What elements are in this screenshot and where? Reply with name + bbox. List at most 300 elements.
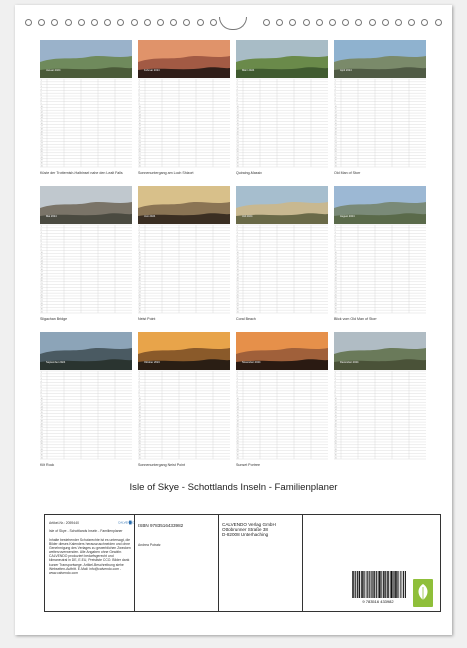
svg-text:19: 19 [40, 131, 43, 134]
svg-text:3: 3 [138, 377, 140, 380]
barcode [348, 570, 408, 604]
svg-text:6: 6 [40, 94, 42, 97]
svg-text:15: 15 [40, 265, 43, 268]
svg-text:29: 29 [138, 451, 141, 454]
photo-caption: Küste der Trotternish-Halbinsel nahe den Lealt Falls [40, 171, 123, 175]
svg-text:21: 21 [138, 429, 141, 432]
svg-text:11: 11 [236, 254, 239, 257]
svg-text:13: 13 [236, 406, 239, 409]
svg-text:28: 28 [334, 302, 337, 305]
svg-text:6: 6 [334, 240, 336, 243]
binding-ring [131, 19, 138, 26]
svg-text:21: 21 [138, 283, 141, 286]
binding-ring [421, 19, 428, 26]
photo-caption: Kilt Rock [40, 463, 55, 467]
svg-text:11: 11 [334, 108, 337, 111]
svg-text:12: 12 [138, 257, 141, 260]
landscape-image [138, 332, 230, 370]
svg-text:18: 18 [40, 128, 43, 131]
svg-text:18: 18 [138, 274, 141, 277]
photo-caption: Sonnenuntergang am Loch Shizort [138, 171, 194, 175]
svg-text:25: 25 [236, 440, 239, 443]
svg-text:26: 26 [334, 443, 337, 446]
svg-text:25: 25 [40, 440, 43, 443]
svg-text:30: 30 [334, 454, 337, 457]
month-photo [138, 186, 230, 224]
svg-text:11: 11 [40, 254, 43, 257]
svg-text:30: 30 [236, 454, 239, 457]
svg-text:16: 16 [138, 414, 141, 417]
svg-text:26: 26 [138, 151, 141, 154]
svg-text:14: 14 [334, 117, 337, 120]
svg-text:2: 2 [40, 229, 42, 232]
svg-text:5: 5 [236, 383, 238, 386]
svg-text:11: 11 [138, 108, 141, 111]
svg-text:17: 17 [236, 125, 239, 128]
svg-text:21: 21 [334, 429, 337, 432]
month-photo [40, 186, 132, 224]
svg-text:10: 10 [138, 105, 141, 108]
svg-text:19: 19 [138, 423, 141, 426]
svg-text:13: 13 [334, 260, 337, 263]
svg-text:27: 27 [138, 300, 141, 303]
svg-text:17: 17 [236, 271, 239, 274]
svg-text:1: 1 [334, 372, 336, 375]
svg-text:1: 1 [334, 80, 336, 83]
svg-text:13: 13 [138, 406, 141, 409]
svg-text:10: 10 [334, 397, 337, 400]
svg-text:5: 5 [236, 237, 238, 240]
svg-text:24: 24 [138, 291, 141, 294]
binding-ring [210, 19, 217, 26]
svg-text:23: 23 [138, 288, 141, 291]
svg-text:27: 27 [138, 154, 141, 157]
svg-text:23: 23 [334, 434, 337, 437]
svg-text:10: 10 [40, 397, 43, 400]
svg-text:9: 9 [334, 248, 336, 251]
svg-text:2: 2 [334, 83, 336, 86]
svg-text:8: 8 [40, 246, 42, 249]
svg-text:18: 18 [334, 128, 337, 131]
svg-text:12: 12 [334, 111, 337, 114]
svg-text:14: 14 [138, 117, 141, 120]
svg-text:18: 18 [138, 128, 141, 131]
svg-text:24: 24 [138, 437, 141, 440]
binding-ring [25, 19, 32, 26]
svg-text:12: 12 [236, 111, 239, 114]
svg-text:15: 15 [40, 119, 43, 122]
binding-ring [38, 19, 45, 26]
svg-text:7: 7 [334, 97, 336, 100]
svg-text:4: 4 [236, 234, 238, 237]
svg-text:8: 8 [40, 100, 42, 103]
svg-text:16: 16 [236, 122, 239, 125]
month-photo [334, 332, 426, 370]
svg-text:19: 19 [40, 277, 43, 280]
svg-text:4: 4 [138, 380, 140, 383]
svg-text:21: 21 [40, 283, 43, 286]
month-label: November 2024 [242, 361, 261, 364]
svg-text:8: 8 [236, 392, 238, 395]
svg-text:22: 22 [138, 285, 141, 288]
svg-text:11: 11 [236, 108, 239, 111]
month-label: Juli 2024 [242, 215, 253, 218]
planner-grid [334, 225, 426, 313]
svg-text:26: 26 [40, 443, 43, 446]
product-title: Isle of Skye - Schottlands Inseln - Familienplaner [49, 529, 123, 533]
publisher-city: D-82008 Unterhaching [222, 532, 269, 537]
photo-caption: Neist Point [138, 317, 156, 321]
svg-text:7: 7 [334, 243, 336, 246]
svg-text:24: 24 [236, 437, 239, 440]
svg-text:8: 8 [334, 392, 336, 395]
svg-text:6: 6 [236, 386, 238, 389]
svg-text:16: 16 [40, 414, 43, 417]
svg-text:10: 10 [334, 251, 337, 254]
svg-text:9: 9 [40, 102, 42, 105]
svg-text:1: 1 [334, 226, 336, 229]
svg-text:26: 26 [236, 151, 239, 154]
svg-text:31: 31 [334, 311, 337, 314]
svg-text:12: 12 [138, 111, 141, 114]
svg-text:6: 6 [334, 386, 336, 389]
svg-text:19: 19 [334, 131, 337, 134]
svg-text:24: 24 [40, 145, 43, 148]
svg-text:31: 31 [40, 311, 43, 314]
svg-text:20: 20 [40, 426, 43, 429]
svg-text:8: 8 [40, 392, 42, 395]
svg-text:30: 30 [138, 308, 141, 311]
svg-text:6: 6 [138, 386, 140, 389]
svg-text:4: 4 [334, 380, 336, 383]
svg-text:5: 5 [138, 383, 140, 386]
svg-text:18: 18 [138, 420, 141, 423]
svg-text:4: 4 [138, 234, 140, 237]
svg-text:21: 21 [40, 137, 43, 140]
svg-text:21: 21 [236, 283, 239, 286]
binding-ring [91, 19, 98, 26]
svg-text:28: 28 [40, 156, 43, 159]
binding-ring [289, 19, 296, 26]
publisher-name: CALVENDO Verlag GmbH [222, 522, 276, 527]
planner-grid [236, 79, 328, 167]
svg-text:2: 2 [138, 375, 140, 378]
svg-text:23: 23 [40, 434, 43, 437]
svg-text:10: 10 [40, 251, 43, 254]
svg-text:25: 25 [138, 440, 141, 443]
svg-text:8: 8 [138, 246, 140, 249]
svg-text:2: 2 [138, 83, 140, 86]
svg-text:2: 2 [40, 375, 42, 378]
svg-text:20: 20 [138, 426, 141, 429]
svg-text:7: 7 [236, 389, 238, 392]
isbn: ISBN 9783516433982 [138, 523, 184, 528]
svg-text:16: 16 [334, 122, 337, 125]
svg-text:12: 12 [40, 111, 43, 114]
info-divider [302, 515, 303, 611]
landscape-image [40, 332, 132, 370]
binding-ring [355, 19, 362, 26]
svg-text:7: 7 [236, 97, 238, 100]
svg-text:24: 24 [334, 145, 337, 148]
svg-text:31: 31 [138, 457, 141, 460]
svg-text:22: 22 [40, 285, 43, 288]
svg-text:16: 16 [334, 268, 337, 271]
svg-text:29: 29 [236, 305, 239, 308]
svg-text:17: 17 [334, 417, 337, 420]
svg-text:25: 25 [334, 294, 337, 297]
svg-text:4: 4 [236, 88, 238, 91]
svg-text:31: 31 [236, 311, 239, 314]
svg-text:19: 19 [138, 277, 141, 280]
planner-grid [40, 225, 132, 313]
svg-text:19: 19 [236, 423, 239, 426]
svg-text:25: 25 [40, 148, 43, 151]
svg-text:22: 22 [236, 139, 239, 142]
svg-text:22: 22 [236, 285, 239, 288]
svg-text:26: 26 [40, 151, 43, 154]
binding-ring [329, 19, 336, 26]
svg-text:22: 22 [334, 285, 337, 288]
svg-text:14: 14 [334, 409, 337, 412]
svg-text:29: 29 [236, 451, 239, 454]
svg-text:3: 3 [138, 85, 140, 88]
svg-text:13: 13 [40, 260, 43, 263]
svg-text:30: 30 [236, 308, 239, 311]
svg-text:27: 27 [138, 446, 141, 449]
svg-text:16: 16 [138, 122, 141, 125]
svg-text:17: 17 [40, 125, 43, 128]
svg-text:18: 18 [236, 128, 239, 131]
svg-text:11: 11 [138, 254, 141, 257]
month-photo [40, 332, 132, 370]
svg-text:13: 13 [334, 114, 337, 117]
svg-text:12: 12 [40, 257, 43, 260]
planner-grid [138, 79, 230, 167]
svg-text:6: 6 [236, 94, 238, 97]
binding-ring [117, 19, 124, 26]
svg-text:5: 5 [334, 91, 336, 94]
svg-text:17: 17 [334, 271, 337, 274]
svg-text:14: 14 [138, 409, 141, 412]
svg-text:30: 30 [40, 162, 43, 165]
svg-text:31: 31 [334, 457, 337, 460]
month-photo [334, 40, 426, 78]
svg-text:16: 16 [236, 414, 239, 417]
binding-ring [170, 19, 177, 26]
photo-caption: Sonnenuntergang Neist Point [138, 463, 185, 467]
month-label: Mai 2024 [46, 215, 57, 218]
svg-text:2: 2 [334, 229, 336, 232]
svg-text:27: 27 [236, 154, 239, 157]
svg-text:26: 26 [334, 151, 337, 154]
svg-text:3: 3 [40, 85, 42, 88]
svg-text:1: 1 [138, 372, 140, 375]
svg-text:23: 23 [334, 142, 337, 145]
binding-ring [104, 19, 111, 26]
svg-text:19: 19 [40, 423, 43, 426]
landscape-image [138, 40, 230, 78]
svg-text:31: 31 [138, 311, 141, 314]
binding-ring [395, 19, 402, 26]
svg-text:7: 7 [40, 243, 42, 246]
binding-ring [144, 19, 151, 26]
planner-grid [138, 371, 230, 459]
svg-text:6: 6 [40, 386, 42, 389]
svg-text:17: 17 [138, 417, 141, 420]
svg-text:26: 26 [138, 297, 141, 300]
month-label: Juni 2024 [144, 215, 156, 218]
svg-text:27: 27 [40, 154, 43, 157]
svg-text:8: 8 [334, 246, 336, 249]
svg-text:11: 11 [334, 400, 337, 403]
month-photo [138, 40, 230, 78]
svg-text:9: 9 [334, 102, 336, 105]
svg-text:18: 18 [334, 420, 337, 423]
svg-text:18: 18 [334, 274, 337, 277]
binding-ring [65, 19, 72, 26]
svg-text:19: 19 [138, 131, 141, 134]
planner-grid [236, 371, 328, 459]
svg-text:17: 17 [40, 271, 43, 274]
svg-text:14: 14 [138, 263, 141, 266]
svg-text:1: 1 [236, 226, 238, 229]
month-label: September 2024 [46, 361, 66, 364]
svg-text:19: 19 [334, 423, 337, 426]
binding-ring [263, 19, 270, 26]
binding-ring [303, 19, 310, 26]
month-label: April 2024 [340, 69, 352, 72]
svg-text:26: 26 [40, 297, 43, 300]
svg-text:3: 3 [138, 231, 140, 234]
product-info-box [44, 514, 441, 612]
author: Andrea Potratz [138, 543, 161, 547]
svg-text:15: 15 [236, 411, 239, 414]
svg-text:4: 4 [40, 380, 42, 383]
month-photo [334, 186, 426, 224]
svg-text:4: 4 [40, 234, 42, 237]
svg-text:27: 27 [236, 446, 239, 449]
svg-text:31: 31 [138, 165, 141, 168]
svg-text:7: 7 [334, 389, 336, 392]
svg-text:23: 23 [334, 288, 337, 291]
svg-text:23: 23 [236, 434, 239, 437]
svg-text:24: 24 [334, 291, 337, 294]
legal-disclaimer: Inhalte bestehender Schutzrechte ist es untersagt, die Bilder dieses Kalenders herauszuschneiden und ohne Genehmigung des Verlages zu gewerblichen Zwecken weiterzuverwenden. Alle Angaben ohne Gewähr. CALVENDO produziert bedarfsgerecht und klimaneutral in DE, E.EU, Preisliste CCO. Bilder dank kurzer Transportwege. Artikel-Beschreibung siehe Webseiten-Auftritt. E-Mail: info@calvendo.com - www.calvendo.com [49, 538, 131, 575]
planner-grid [40, 79, 132, 167]
svg-text:6: 6 [334, 94, 336, 97]
svg-text:8: 8 [236, 100, 238, 103]
svg-text:25: 25 [334, 148, 337, 151]
svg-text:3: 3 [40, 377, 42, 380]
svg-text:21: 21 [236, 429, 239, 432]
svg-text:21: 21 [138, 137, 141, 140]
svg-text:8: 8 [236, 246, 238, 249]
binding-ring [382, 19, 389, 26]
svg-text:7: 7 [138, 97, 140, 100]
svg-text:15: 15 [40, 411, 43, 414]
binding-ring [316, 19, 323, 26]
month-label: Oktober 2024 [144, 361, 160, 364]
svg-text:9: 9 [236, 102, 238, 105]
photo-caption: Sunset Portree [236, 463, 260, 467]
landscape-image [236, 332, 328, 370]
svg-text:27: 27 [334, 154, 337, 157]
svg-text:4: 4 [334, 234, 336, 237]
svg-text:22: 22 [236, 431, 239, 434]
svg-text:29: 29 [138, 305, 141, 308]
svg-text:15: 15 [334, 265, 337, 268]
svg-text:3: 3 [236, 85, 238, 88]
svg-text:27: 27 [334, 300, 337, 303]
svg-text:15: 15 [334, 411, 337, 414]
svg-text:21: 21 [40, 429, 43, 432]
svg-text:8: 8 [138, 100, 140, 103]
svg-text:31: 31 [236, 165, 239, 168]
svg-text:23: 23 [138, 142, 141, 145]
svg-text:28: 28 [138, 156, 141, 159]
landscape-image [236, 186, 328, 224]
svg-text:4: 4 [138, 88, 140, 91]
svg-text:1: 1 [138, 226, 140, 229]
svg-text:18: 18 [40, 420, 43, 423]
svg-text:16: 16 [334, 414, 337, 417]
svg-text:5: 5 [138, 91, 140, 94]
svg-text:10: 10 [236, 397, 239, 400]
svg-text:21: 21 [334, 283, 337, 286]
svg-text:19: 19 [236, 131, 239, 134]
svg-text:16: 16 [40, 122, 43, 125]
svg-text:10: 10 [236, 105, 239, 108]
svg-text:3: 3 [334, 231, 336, 234]
svg-text:1: 1 [40, 372, 42, 375]
svg-text:20: 20 [138, 134, 141, 137]
svg-text:25: 25 [334, 440, 337, 443]
svg-text:5: 5 [334, 383, 336, 386]
svg-text:9: 9 [236, 248, 238, 251]
svg-text:20: 20 [334, 280, 337, 283]
planner-grid [40, 371, 132, 459]
binding-ring [408, 19, 415, 26]
svg-text:4: 4 [40, 88, 42, 91]
binding-ring [183, 19, 190, 26]
svg-text:24: 24 [138, 145, 141, 148]
svg-text:20: 20 [334, 134, 337, 137]
svg-text:14: 14 [334, 263, 337, 266]
svg-text:27: 27 [236, 300, 239, 303]
binding-ring [197, 19, 204, 26]
svg-text:23: 23 [236, 288, 239, 291]
svg-text:23: 23 [138, 434, 141, 437]
svg-text:15: 15 [138, 411, 141, 414]
svg-text:5: 5 [334, 237, 336, 240]
svg-text:3: 3 [236, 231, 238, 234]
page-title: Isle of Skye - Schottlands Inseln - Familienplaner [129, 482, 338, 493]
svg-text:15: 15 [334, 119, 337, 122]
svg-text:29: 29 [334, 451, 337, 454]
svg-text:6: 6 [138, 240, 140, 243]
svg-text:30: 30 [138, 454, 141, 457]
svg-text:30: 30 [334, 308, 337, 311]
svg-text:24: 24 [40, 437, 43, 440]
month-label: März 2024 [242, 69, 255, 72]
svg-text:11: 11 [236, 400, 239, 403]
svg-text:2: 2 [334, 375, 336, 378]
svg-text:20: 20 [236, 426, 239, 429]
binding-ring [435, 19, 442, 26]
svg-text:1: 1 [236, 372, 238, 375]
svg-text:29: 29 [334, 305, 337, 308]
